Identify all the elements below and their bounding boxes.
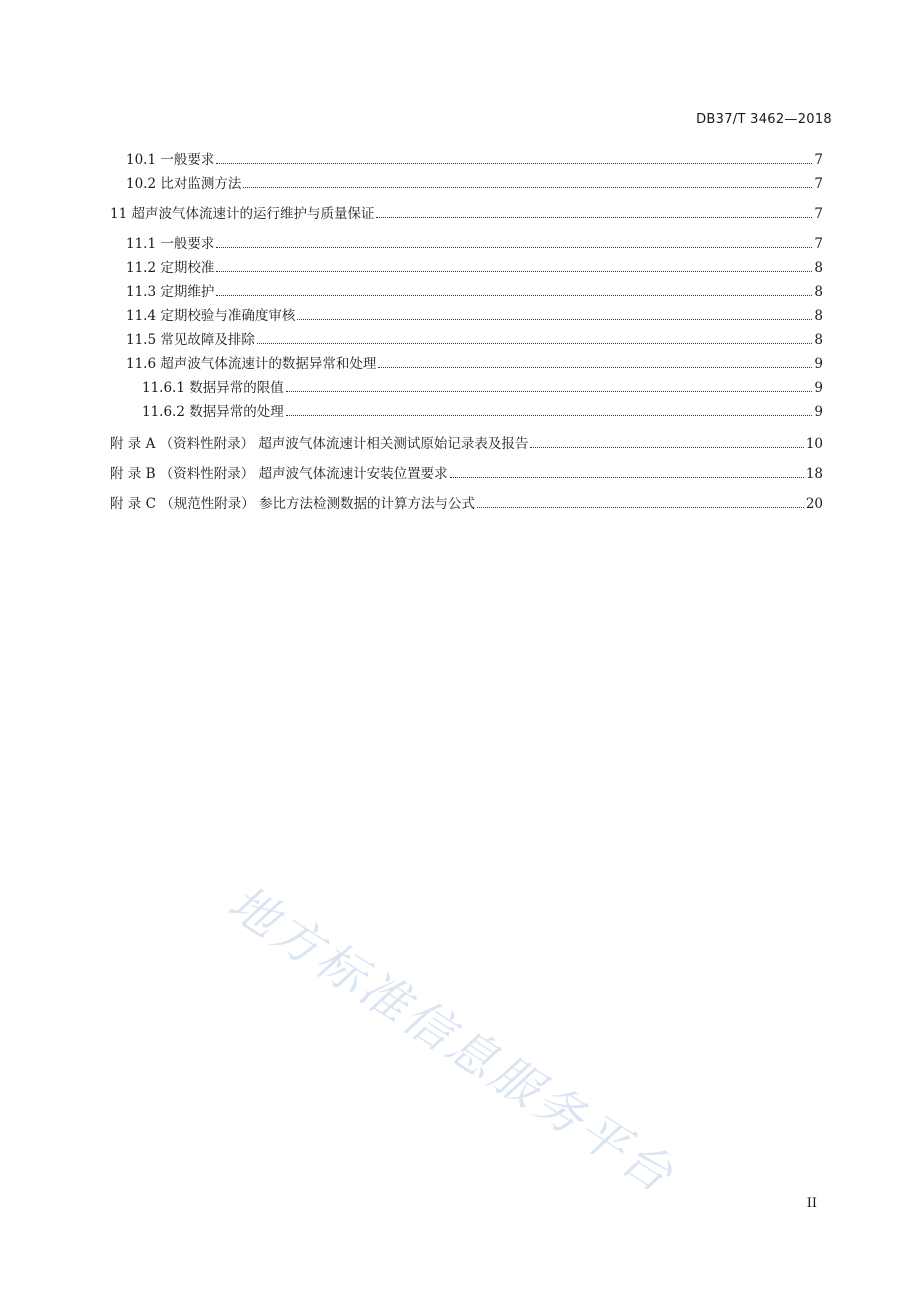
toc-leader-dots	[216, 163, 812, 164]
toc-entry-label: 附 录 A （资料性附录） 超声波气体流速计相关测试原始记录表及报告	[110, 436, 529, 452]
toc-entry[interactable]	[126, 330, 823, 350]
toc-leader-dots	[530, 447, 803, 448]
toc-entry-page: 9	[814, 404, 823, 420]
toc-entry-page: 7	[814, 176, 823, 192]
toc-leader-dots	[286, 415, 813, 416]
toc-leader-dots	[477, 507, 804, 508]
toc-entry-label: 10.2 比对监测方法	[126, 176, 242, 192]
toc-entry[interactable]	[126, 258, 823, 278]
toc-leader-dots	[216, 271, 812, 272]
toc-entry-label: 11.6 超声波气体流速计的数据异常和处理	[126, 356, 377, 372]
toc-entry[interactable]	[110, 204, 823, 224]
toc-entry-label: 附 录 C （规范性附录） 参比方法检测数据的计算方法与公式	[110, 496, 475, 512]
toc-entry-page: 20	[805, 496, 823, 512]
toc-entry[interactable]	[126, 306, 823, 326]
toc-entry-appendix-b[interactable]	[110, 464, 823, 484]
toc-entry-page: 18	[805, 466, 823, 482]
toc-entry-label: 附 录 B （资料性附录） 超声波气体流速计安装位置要求	[110, 466, 448, 482]
toc-leader-dots	[297, 319, 812, 320]
toc-entry-label: 11.2 定期校准	[126, 260, 215, 276]
toc-entry-page: 8	[814, 308, 823, 324]
toc-entry-page: 10	[805, 436, 823, 452]
toc-entry-page: 7	[814, 206, 823, 222]
toc-entry[interactable]	[126, 234, 823, 254]
toc-entry-page: 8	[814, 284, 823, 300]
toc-entry-label: 11 超声波气体流速计的运行维护与质量保证	[110, 206, 375, 222]
page-number: II	[806, 1196, 817, 1211]
toc-entry-page: 9	[814, 380, 823, 396]
toc-entry-label: 11.6.1 数据异常的限值	[142, 380, 284, 396]
toc-leader-dots	[378, 367, 812, 368]
toc-leader-dots	[243, 187, 812, 188]
toc-leader-dots	[376, 217, 812, 218]
toc-entry[interactable]	[126, 282, 823, 302]
watermark: 地方标准信息服务平台	[218, 874, 685, 1205]
toc-entry-label: 11.3 定期维护	[126, 284, 215, 300]
toc-entry-label: 11.1 一般要求	[126, 236, 215, 252]
toc-entry-label: 11.6.2 数据异常的处理	[142, 404, 284, 420]
toc-entry[interactable]	[126, 354, 823, 374]
toc-entry[interactable]	[126, 150, 823, 170]
toc-entry-page: 8	[814, 260, 823, 276]
toc-leader-dots	[257, 343, 813, 344]
toc-leader-dots	[450, 477, 804, 478]
toc-entry-page: 7	[814, 152, 823, 168]
toc-entry[interactable]	[142, 402, 823, 422]
toc-entry-page: 7	[814, 236, 823, 252]
toc-leader-dots	[216, 295, 812, 296]
toc-entry-label: 11.4 定期校验与准确度审核	[126, 308, 296, 324]
toc-entry-page: 9	[814, 356, 823, 372]
toc-leader-dots	[286, 391, 813, 392]
toc-entry[interactable]	[142, 378, 823, 398]
toc-entry-appendix-a[interactable]	[110, 434, 823, 454]
toc-entry-page: 8	[814, 332, 823, 348]
toc-leader-dots	[216, 247, 812, 248]
toc-entry-label: 11.5 常见故障及排除	[126, 332, 255, 348]
toc-entry-label: 10.1 一般要求	[126, 152, 215, 168]
toc-entry-appendix-c[interactable]	[110, 494, 823, 514]
toc-entry[interactable]	[126, 174, 823, 194]
header-standard-code: DB37/T 3462—2018	[696, 112, 832, 127]
